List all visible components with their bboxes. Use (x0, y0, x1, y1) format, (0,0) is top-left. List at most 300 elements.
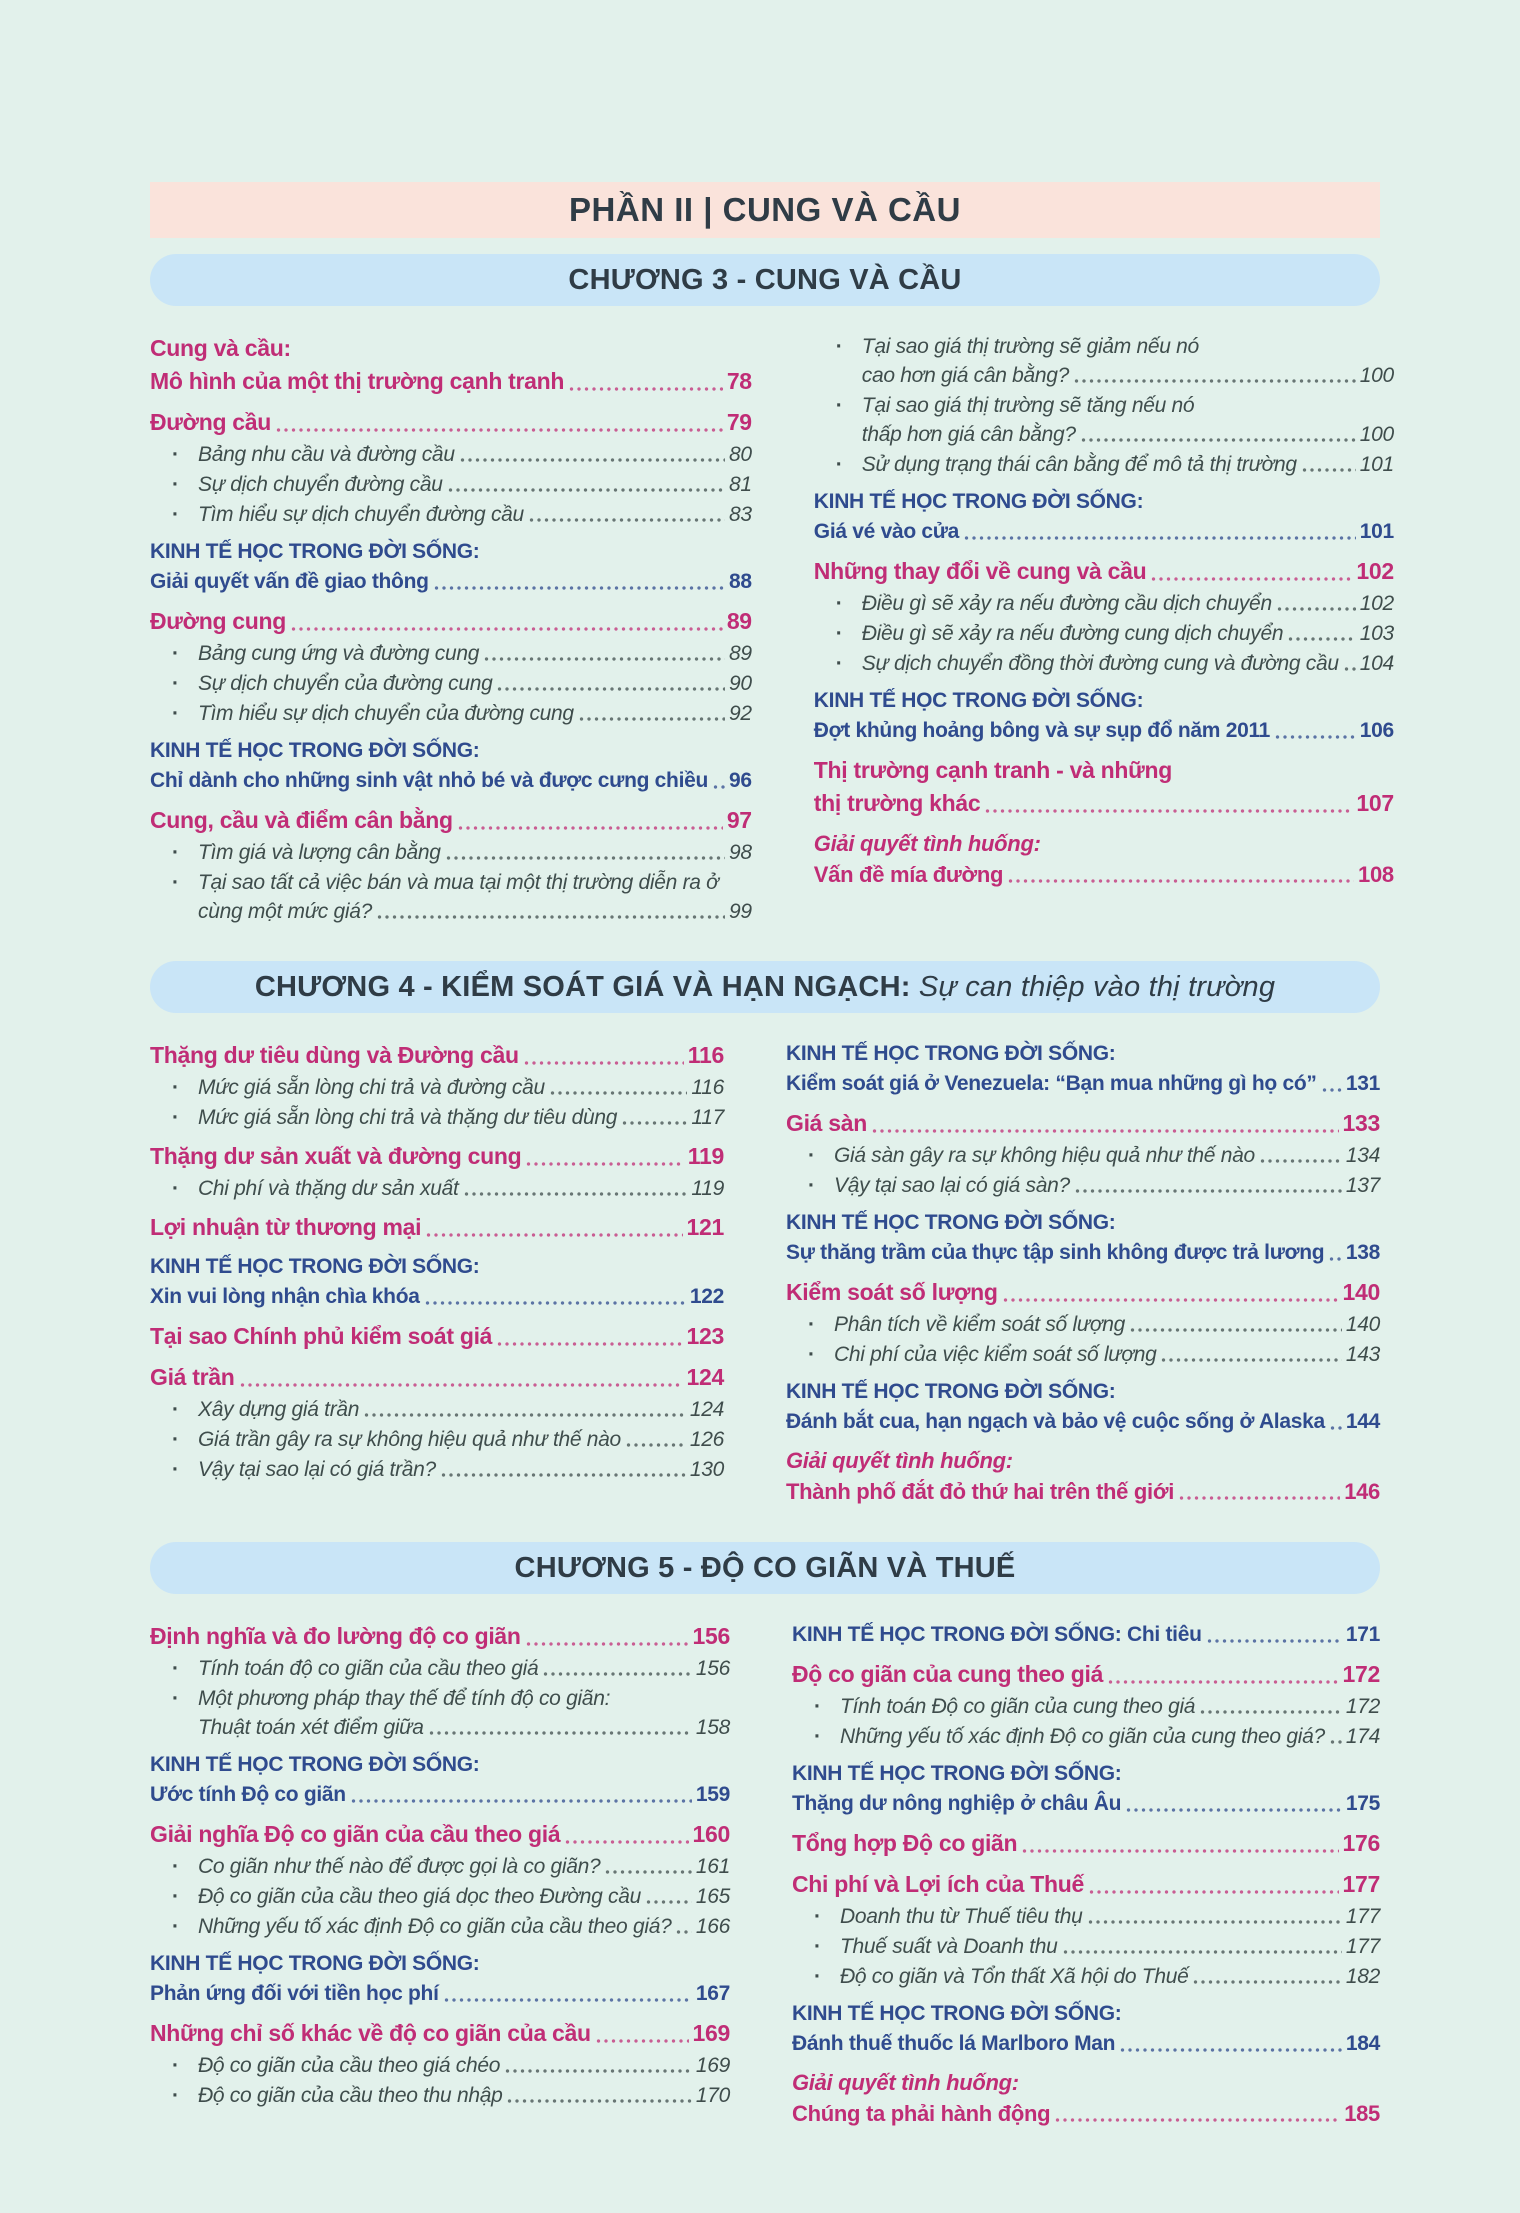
chapter-3-section (150, 254, 1394, 927)
dot-leader (1193, 1977, 1341, 1987)
toc-entry-sub (150, 1684, 730, 1742)
page-number: 116 (691, 1076, 724, 1099)
toc-line (172, 1425, 724, 1454)
bullet-icon: · (807, 1174, 815, 1197)
entry-text: Đợt khủng hoảng bông và sự sụp đổ năm 2011 (813, 719, 1271, 742)
page-number: 184 (1345, 2032, 1380, 2055)
page-number: 156 (695, 1657, 730, 1680)
entry-text: Tính toán độ co giãn của cầu theo giá (198, 1657, 539, 1680)
bullet-icon: · (172, 503, 179, 526)
page-number: 185 (1344, 2101, 1380, 2126)
toc-entry-eco (814, 686, 1394, 746)
toc-line (172, 1684, 730, 1713)
dot-leader (1081, 435, 1356, 445)
entry-text: Phân tích về kiểm soát số lượng (833, 1313, 1126, 1336)
dot-leader (1120, 2045, 1342, 2055)
chapter-3-band (150, 254, 1380, 306)
entry-text: Cung, cầu và điểm cân bằng (150, 807, 453, 833)
chapter-5-band (150, 1542, 1380, 1594)
entry-text: Đánh bắt cua, hạn ngạch và bảo vệ cuộc sống ở Alaska (785, 1410, 1325, 1433)
page-number: 100 (1359, 423, 1394, 446)
toc-line (836, 589, 1394, 618)
entry-text: KINH TẾ HỌC TRONG ĐỜI SỐNG: (785, 1380, 1116, 1403)
page-number: 140 (1342, 1279, 1380, 1305)
toc-line (792, 1620, 1380, 1650)
page-number: 143 (1345, 1343, 1380, 1366)
toc-line (172, 1103, 724, 1132)
toc-entry-main (150, 1039, 724, 1072)
entry-text: Cung và cầu: (150, 335, 291, 361)
page-number: 176 (1342, 1830, 1380, 1856)
entry-text: Thị trường cạnh tranh - và những (813, 757, 1173, 783)
bullet-icon: · (172, 473, 179, 496)
toc-entry-eco (786, 1377, 1380, 1437)
toc-line (808, 1171, 1380, 1200)
entry-text: Phản ứng đối với tiền học phí (150, 1982, 439, 2005)
toc-line (172, 669, 752, 698)
entry-text: Tìm hiểu sự dịch chuyển của đường cung (198, 702, 574, 725)
dot-leader (1126, 1805, 1342, 1815)
dot-leader (1022, 1846, 1338, 1856)
entry-text: KINH TẾ HỌC TRONG ĐỜI SỐNG: (150, 540, 480, 563)
toc-entry-sub (150, 1425, 724, 1454)
dot-leader (1330, 1423, 1342, 1433)
toc-entry-sub (150, 1852, 730, 1881)
entry-text: Tìm hiểu sự dịch chuyển đường cầu (198, 503, 524, 526)
toc-entry-sub (150, 639, 752, 668)
dot-leader (605, 1867, 691, 1877)
toc-line (814, 716, 1394, 746)
dot-leader (1275, 732, 1356, 742)
entry-text: Thành phố đắt đỏ thứ hai trên thế giới (785, 1479, 1175, 1504)
toc-entry-case (792, 2067, 1380, 2129)
page-number: 90 (729, 672, 752, 695)
entry-text: Tổng hợp Độ co giãn (792, 1830, 1018, 1856)
toc-entry-main (792, 1868, 1380, 1901)
page-number: 80 (729, 443, 752, 466)
page-number: 122 (689, 1285, 724, 1308)
toc-columns (150, 332, 1394, 927)
toc-entry-main (150, 406, 752, 439)
toc-line (792, 1658, 1380, 1691)
toc-entry-main (786, 1276, 1380, 1309)
toc-entry-eco (150, 1949, 730, 2009)
page-number: 140 (1345, 1313, 1380, 1336)
toc-entry-sub (786, 1310, 1380, 1339)
dot-leader (713, 782, 725, 792)
dot-leader (505, 2066, 692, 2076)
entry-text: Vấn đề mía đường (813, 862, 1004, 887)
toc-line (792, 1759, 1380, 1789)
toc-column-right (786, 1039, 1380, 1508)
toc-line (814, 1932, 1380, 1961)
entry-text: thị trường khác (813, 790, 981, 816)
dot-leader (676, 1927, 691, 1937)
toc-line (836, 649, 1394, 678)
entry-text: Độ co giãn và Tổn thất Xã hội do Thuế (840, 1965, 1189, 1988)
toc-line (150, 1620, 730, 1653)
toc-line (150, 1039, 724, 1072)
entry-text: Những yếu tố xác định Độ co giãn của cung theo giá? (840, 1725, 1325, 1748)
toc-line (814, 487, 1394, 517)
toc-entry-sub (150, 1912, 730, 1941)
toc-line (792, 2098, 1380, 2129)
chapter-title-text: CHƯƠNG 4 - KIỂM SOÁT GIÁ VÀ HẠN NGẠCH: (254, 970, 919, 1003)
page-number: 92 (729, 702, 752, 725)
entry-text: Sự dịch chuyển đồng thời đường cung và đường cầu (861, 652, 1339, 675)
toc-line (792, 1999, 1380, 2029)
bullet-icon: · (172, 1428, 179, 1451)
dot-leader (497, 684, 725, 694)
entry-text: Những yếu tố xác định Độ co giãn của cầu theo giá? (198, 1915, 672, 1938)
toc-line (150, 1140, 724, 1173)
dot-leader (460, 455, 725, 465)
dot-leader (426, 1230, 682, 1240)
toc-entry-main (150, 1211, 724, 1244)
page-number: 89 (729, 642, 752, 665)
entry-text: Điều gì sẽ xảy ra nếu đường cầu dịch chuyển (861, 592, 1272, 615)
entry-text: Giải quyết tình huống: (792, 2070, 1019, 2095)
page-number: 124 (686, 1364, 724, 1390)
dot-leader (550, 1088, 687, 1098)
entry-text: Sự dịch chuyển của đường cung (198, 672, 493, 695)
dot-leader (579, 714, 725, 724)
chapter-4-section (150, 961, 1380, 1508)
toc-line (172, 868, 752, 897)
toc-line (836, 332, 1394, 361)
page-number: 119 (687, 1143, 724, 1169)
bullet-icon: · (172, 443, 179, 466)
entry-text: Giá trần (150, 1364, 235, 1390)
toc-line (808, 1340, 1380, 1369)
toc-entry-eco (786, 1208, 1380, 1268)
page-number: 175 (1345, 1792, 1380, 1815)
page-number: 146 (1344, 1479, 1380, 1504)
page-number: 134 (1345, 1144, 1380, 1167)
dot-leader (1302, 465, 1356, 475)
entry-text: Ước tính Độ co giãn (150, 1783, 346, 1806)
bullet-icon: · (172, 1458, 179, 1481)
page-number: 102 (1359, 592, 1394, 615)
toc-line (836, 420, 1394, 449)
bullet-icon: · (835, 652, 843, 675)
toc-entry-main (150, 332, 752, 398)
page-number: 159 (695, 1783, 730, 1806)
dot-leader (1329, 1254, 1342, 1264)
toc-line (150, 1949, 730, 1979)
entry-text: Sử dụng trạng thái cân bằng để mô tả thị trường (861, 453, 1297, 476)
toc-entry-sub (814, 589, 1394, 618)
toc-line (150, 332, 752, 365)
toc-line (150, 537, 752, 567)
entry-text: Kiểm soát giá ở Venezuela: “Bạn mua những gì họ có” (785, 1072, 1317, 1095)
entry-text: Điều gì sẽ xảy ra nếu đường cung dịch chuyển (861, 622, 1284, 645)
page-number: 100 (1359, 364, 1394, 387)
entry-text: Xin vui lòng nhận chìa khóa (150, 1285, 420, 1308)
toc-entry-main (814, 555, 1394, 588)
entry-text: Mức giá sẵn lòng chi trả và đường cầu (198, 1076, 545, 1099)
toc-line (786, 1039, 1380, 1069)
toc-line (150, 766, 752, 796)
page-number: 156 (692, 1623, 730, 1649)
entry-text: Vậy tại sao lại có giá sàn? (833, 1174, 1070, 1197)
bullet-icon: · (807, 1144, 815, 1167)
entry-text: Tại sao giá thị trường sẽ tăng nếu nó (861, 394, 1195, 417)
entry-text: Tại sao tất cả việc bán và mua tại một thị trường diễn ra ở (198, 871, 719, 894)
toc-entry-main (814, 754, 1394, 820)
toc-line (172, 1713, 730, 1742)
toc-line (808, 1141, 1380, 1170)
toc-entry-sub (150, 500, 752, 529)
toc-entry-sub (150, 1103, 724, 1132)
toc-entry-sub (150, 1882, 730, 1911)
toc-entry-sub (150, 1395, 724, 1424)
page-number: 107 (1356, 790, 1394, 816)
bullet-icon: · (814, 1905, 821, 1928)
dot-leader (291, 624, 723, 634)
dot-leader (529, 515, 725, 525)
toc-entry-sub (150, 1455, 724, 1484)
entry-text: Doanh thu từ Thuế tiêu thụ (840, 1905, 1083, 1928)
toc-entry-main (150, 1818, 730, 1851)
toc-line (786, 1238, 1380, 1268)
toc-line (792, 1868, 1380, 1901)
bullet-icon: · (172, 702, 179, 725)
entry-text: thấp hơn giá cân bằng? (861, 423, 1076, 446)
entry-text: KINH TẾ HỌC TRONG ĐỜI SỐNG: (785, 1042, 1116, 1065)
dot-leader (425, 1298, 686, 1308)
dot-leader (1344, 664, 1356, 674)
page-number: 123 (686, 1323, 724, 1349)
entry-text: Sự dịch chuyển đường cầu (198, 473, 443, 496)
bullet-icon: · (172, 2054, 179, 2077)
dot-leader (1130, 1325, 1342, 1335)
page-number: 124 (689, 1398, 724, 1421)
page-number: 102 (1356, 558, 1394, 584)
toc-entry-main (150, 804, 752, 837)
page-number: 172 (1345, 1695, 1380, 1718)
toc-line (792, 1789, 1380, 1819)
toc-line (786, 1107, 1380, 1140)
dot-leader (1003, 1295, 1339, 1305)
chapter-5-section (150, 1542, 1380, 2130)
page-number: 104 (1359, 652, 1394, 675)
entry-text: Giá vé vào cửa (813, 520, 960, 543)
dot-leader (1063, 1947, 1342, 1957)
chapter-5-title (515, 1552, 1016, 1585)
toc-line (172, 2081, 730, 2110)
page-number: 121 (686, 1214, 724, 1240)
entry-text: Một phương pháp thay thế để tính độ co giãn: (198, 1687, 611, 1710)
toc-entry-main (150, 1140, 724, 1173)
toc-column-right (814, 332, 1394, 891)
bullet-icon: · (172, 1076, 179, 1099)
toc-entry-sub (814, 450, 1394, 479)
entry-text: Bảng cung ứng và đường cung (198, 642, 480, 665)
bullet-icon: · (835, 592, 843, 615)
chapter-4-title (255, 971, 1275, 1004)
page-number: 170 (695, 2084, 730, 2107)
toc-entry-sub (814, 391, 1394, 449)
toc-entry-sub (786, 1340, 1380, 1369)
toc-line (836, 450, 1394, 479)
toc-line (814, 686, 1394, 716)
toc-line (172, 897, 752, 926)
dot-leader (464, 1189, 688, 1199)
toc-line (172, 699, 752, 728)
toc-line (814, 1902, 1380, 1931)
toc-line (150, 2017, 730, 2050)
dot-leader (444, 1995, 692, 2005)
dot-leader (351, 1796, 692, 1806)
toc-line (172, 1882, 730, 1911)
bullet-icon: · (172, 841, 179, 864)
toc-entry-sub (150, 470, 752, 499)
bullet-icon: · (172, 1855, 179, 1878)
page-number: 98 (729, 841, 752, 864)
dot-leader (446, 853, 725, 863)
toc-entry-eco (150, 537, 752, 597)
toc-entry-main (150, 1361, 724, 1394)
toc-line (814, 1962, 1380, 1991)
dot-leader (524, 1058, 684, 1068)
toc-line (814, 754, 1394, 787)
toc-entry-eco (814, 487, 1394, 547)
toc-entry-sub (150, 2051, 730, 2080)
toc-line (150, 1211, 724, 1244)
toc-entry-case (814, 828, 1394, 890)
page-number: 171 (1345, 1623, 1380, 1646)
dot-leader (1089, 1887, 1339, 1897)
bullet-icon: · (172, 1687, 179, 1710)
entry-text: Giải nghĩa Độ co giãn của cầu theo giá (150, 1821, 561, 1847)
dot-leader (240, 1380, 683, 1390)
entry-text: Giá sàn (785, 1110, 867, 1136)
dot-leader (1151, 574, 1352, 584)
entry-text: Những chỉ số khác về độ co giãn của cầu (150, 2020, 591, 2046)
toc-entry-main (150, 1620, 730, 1653)
page-number: 130 (689, 1458, 724, 1481)
toc-line (172, 1455, 724, 1484)
dot-leader (646, 1897, 692, 1907)
entry-text: cùng một mức giá? (198, 900, 372, 923)
toc-entry-sub (150, 1174, 724, 1203)
page-number: 169 (695, 2054, 730, 2077)
toc-column-right (792, 1620, 1380, 2130)
toc-line (786, 1069, 1380, 1099)
toc-line (150, 1252, 724, 1282)
dot-leader (622, 1118, 687, 1128)
toc-entry-eco (150, 1252, 724, 1312)
dot-leader (1108, 1677, 1338, 1687)
entry-text: Độ co giãn của cầu theo thu nhập (198, 2084, 503, 2107)
bullet-icon: · (172, 642, 179, 665)
page-number: 88 (729, 570, 752, 593)
toc-line (814, 1692, 1380, 1721)
toc-entry-sub (792, 1902, 1380, 1931)
bullet-icon: · (172, 1885, 179, 1908)
page-number: 101 (1359, 520, 1394, 543)
page-number: 99 (729, 900, 752, 923)
dot-leader (377, 912, 725, 922)
toc-line (792, 1827, 1380, 1860)
dot-leader (1088, 1917, 1342, 1927)
toc-column-left (150, 332, 752, 927)
toc-line (150, 1750, 730, 1780)
entry-text: Thặng dư sản xuất và đường cung (150, 1143, 522, 1169)
toc-line (786, 1476, 1380, 1507)
part-header-title: PHẦN II | CUNG VÀ CẦU (569, 191, 961, 228)
entry-text: Giải quyết tình huống: (813, 831, 1041, 856)
page-number: 177 (1345, 1935, 1380, 1958)
toc-line (836, 619, 1394, 648)
page-number: 131 (1345, 1072, 1380, 1095)
toc-line (150, 1780, 730, 1810)
toc-line (836, 391, 1394, 420)
entry-text: KINH TẾ HỌC TRONG ĐỜI SỐNG: (813, 490, 1144, 513)
page-number: 158 (695, 1716, 730, 1739)
entry-text: KINH TẾ HỌC TRONG ĐỜI SỐNG: (785, 1211, 1116, 1234)
entry-text: Thuế suất và Doanh thu (840, 1935, 1058, 1958)
entry-text: Độ co giãn của cầu theo giá dọc theo Đường cầu (198, 1885, 642, 1908)
toc-entry-sub (786, 1141, 1380, 1170)
toc-columns (150, 1039, 1380, 1508)
dot-leader (569, 384, 723, 394)
entry-text: Thặng dư tiêu dùng và Đường cầu (150, 1042, 519, 1068)
dot-leader (1075, 1186, 1342, 1196)
page-number: 89 (726, 608, 752, 634)
entry-text: Chúng ta phải hành động (792, 2101, 1051, 2126)
toc-line (150, 736, 752, 766)
toc-line (786, 1407, 1380, 1437)
dot-leader (626, 1440, 686, 1450)
entry-text: Độ co giãn của cầu theo giá chéo (198, 2054, 501, 2077)
toc-entry-main (150, 2017, 730, 2050)
toc-line (172, 1912, 730, 1941)
toc-entry-eco (792, 1620, 1380, 1650)
page-number: 126 (689, 1428, 724, 1451)
dot-leader (526, 1159, 683, 1169)
page-number: 165 (695, 1885, 730, 1908)
dot-leader (484, 654, 725, 664)
toc-entry-sub (792, 1932, 1380, 1961)
page-number: 177 (1345, 1905, 1380, 1928)
toc-line (814, 828, 1394, 859)
dot-leader (1200, 1707, 1342, 1717)
toc-line (836, 361, 1394, 390)
toc-entry-main (792, 1658, 1380, 1691)
toc-entry-main (150, 1320, 724, 1353)
bullet-icon: · (814, 1935, 821, 1958)
entry-text: Tính toán Độ co giãn của cung theo giá (840, 1695, 1196, 1718)
toc-entry-case (786, 1445, 1380, 1507)
entry-text: KINH TẾ HỌC TRONG ĐỜI SỐNG: (813, 689, 1144, 712)
page-number: 167 (695, 1982, 730, 2005)
entry-text: Giải quyết vấn đề giao thông (150, 570, 429, 593)
entry-text: Giải quyết tình huống: (785, 1448, 1013, 1473)
page-number: 119 (691, 1177, 724, 1200)
entry-text: Tại sao Chính phủ kiểm soát giá (150, 1323, 493, 1349)
chapter-4-band (150, 961, 1380, 1013)
toc-entry-sub (792, 1692, 1380, 1721)
bullet-icon: · (835, 622, 843, 645)
entry-text: Mô hình của một thị trường cạnh tranh (150, 368, 565, 394)
entry-text: Chỉ dành cho những sinh vật nhỏ bé và được cưng chiều (150, 769, 709, 792)
toc-line (814, 555, 1394, 588)
toc-line (792, 2067, 1380, 2098)
entry-text: Độ co giãn của cung theo giá (792, 1661, 1104, 1687)
toc-line (786, 1208, 1380, 1238)
